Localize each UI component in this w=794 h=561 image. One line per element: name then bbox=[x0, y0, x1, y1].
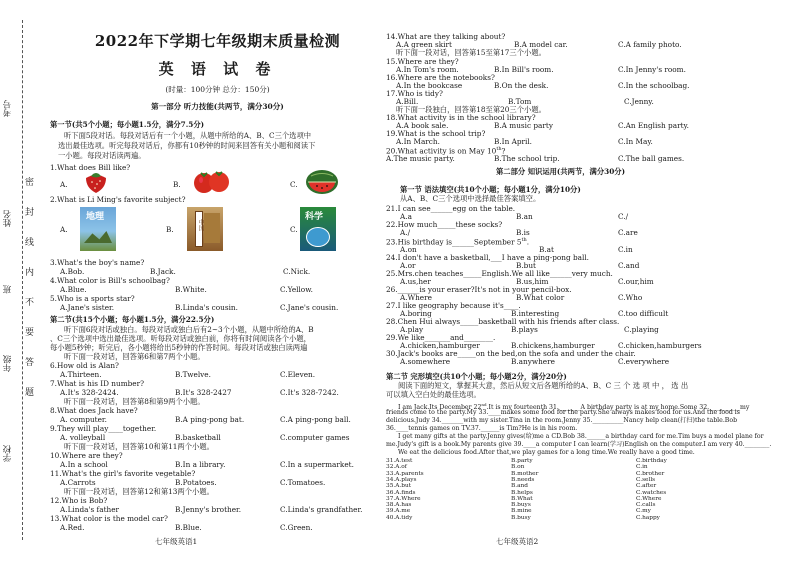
tomato-icon bbox=[192, 168, 230, 194]
option-a: A. bbox=[60, 225, 68, 234]
option-c: C.playing bbox=[624, 325, 659, 334]
cloze-option: 36.A.finds bbox=[386, 489, 416, 496]
seal-char: 封 bbox=[25, 208, 35, 218]
option-b: B.Tom bbox=[508, 97, 532, 106]
cloze-option: C.in bbox=[636, 464, 648, 471]
option-c: C.Yellow. bbox=[280, 285, 313, 294]
question-21: 21.I can see______egg on the table. bbox=[386, 204, 516, 213]
page-footer-left: 七年级英语1 bbox=[155, 537, 198, 546]
question-5: 5.Who is a sports star? bbox=[50, 294, 135, 303]
option-a: A.It's 328-2424. bbox=[60, 388, 119, 397]
instruction-text: 听下面5段对话。每段对话后有一个小题，从题中所给的A、B、C三个选项中 bbox=[64, 131, 312, 140]
question-1: 1.What does Bill like? bbox=[50, 163, 131, 172]
cloze-option: C.Where bbox=[636, 495, 662, 502]
cloze-option: 38.A.has bbox=[386, 502, 412, 509]
book-title: 地理 bbox=[86, 212, 105, 222]
cloze-option: B.and bbox=[511, 483, 529, 490]
science-book-icon bbox=[300, 207, 336, 251]
instruction-text: 阅读下面的短文，掌握其大意，然后从短文后各题所给的A、B、C 三 个 选 项 中 ， 选 出 bbox=[398, 381, 689, 390]
binding-strip bbox=[0, 20, 48, 540]
option-a: A.on bbox=[400, 245, 417, 254]
option-c: C.In Jenny's room. bbox=[618, 65, 686, 74]
grade-label: 年级 bbox=[3, 355, 13, 372]
option-c: C.In a supermarket. bbox=[280, 460, 354, 469]
listening-note: 听下面一段对话，回答第8和第9两个小题。 bbox=[64, 397, 205, 406]
question-18: 18.What activity is in the school library? bbox=[386, 113, 536, 122]
question-15: 15.Where are they? bbox=[386, 57, 459, 66]
cloze-option: B.helps bbox=[511, 489, 533, 496]
option-c: C. bbox=[290, 180, 298, 189]
question-28: 28.Chen Hui always_____basketball with his friends after class. bbox=[386, 317, 620, 326]
question-19: 19.What is the school trip? bbox=[386, 129, 486, 138]
cloze-option: 33.A.parents bbox=[386, 470, 424, 477]
option-a: A.Where bbox=[400, 293, 432, 302]
option-c: C.A family photo. bbox=[618, 40, 682, 49]
cloze-option: 35.A.but bbox=[386, 483, 412, 490]
option-b: B.Blue. bbox=[175, 523, 202, 532]
question-4: 4.What color is Bill's schoolbag? bbox=[50, 276, 170, 285]
listening-note: 听下面一段对话，回答第10和第11两个小题。 bbox=[64, 442, 214, 451]
watermelon-icon bbox=[305, 168, 339, 196]
cloze-passage-line: me.Judy's gift is a book.My parents give 39.____a computer I can learn(学习)English on the computer.I am very 40.________. bbox=[386, 441, 772, 448]
superscript: th bbox=[521, 237, 527, 243]
option-c: C.In the schoolbag. bbox=[618, 81, 690, 90]
option-c: C.Eleven. bbox=[280, 370, 316, 379]
option-c: C.Jane's cousin. bbox=[280, 303, 339, 312]
question-11: 11.What's the girl's favorite vegetable? bbox=[50, 469, 196, 478]
option-a: A.play bbox=[400, 325, 424, 334]
option-b: B.chickens,hamburger bbox=[511, 341, 595, 350]
question-25: 25.Mrs.chen teaches_____English.We all like______very much. bbox=[386, 269, 613, 278]
cloze-option: B.buys bbox=[511, 502, 531, 509]
instruction-text: 一小题。每段对话读两遍。 bbox=[58, 151, 146, 160]
option-c: C.The ball games. bbox=[618, 154, 685, 163]
option-c: C.computer games bbox=[280, 433, 350, 442]
option-a: A.Bob. bbox=[60, 267, 85, 276]
option-a: A.In March. bbox=[396, 137, 440, 146]
option-a: A.Red. bbox=[60, 523, 85, 532]
cloze-option: C.sells bbox=[636, 476, 656, 483]
question-13: 13.What color is the model car? bbox=[50, 514, 168, 523]
option-b: B.Linda's cousin. bbox=[175, 303, 238, 312]
question-9: 9.They will play____together. bbox=[50, 424, 157, 433]
option-a: A.somewhere bbox=[400, 357, 451, 366]
question-8: 8.What does Jack have? bbox=[50, 406, 138, 415]
option-a: A.a bbox=[400, 212, 412, 221]
cloze-option: B.mother bbox=[511, 470, 539, 477]
cloze-option: B.party bbox=[511, 458, 533, 464]
instruction-text: 听下面6段对话或独白。每段对话或独白后有2~3个小题，从题中所给的A、B bbox=[64, 325, 314, 334]
question-24: 24.I don't have a basketball,___I have a ping-pong ball. bbox=[386, 253, 589, 262]
passage-text: I am Jack.Its December 22 bbox=[398, 404, 482, 412]
option-c: C.Nick. bbox=[283, 267, 311, 276]
option-b: B.plays bbox=[511, 325, 538, 334]
option-a: A.Jane's sister. bbox=[60, 303, 115, 312]
option-c: C.Who bbox=[618, 293, 643, 302]
option-b: B.but bbox=[516, 261, 536, 270]
exam-subtitle: 英 语 试 卷 bbox=[158, 60, 277, 78]
cloze-passage-line: friends come to the party.My 33.____makes some food for the party.She always makes food for us.And the food is bbox=[386, 409, 740, 416]
question-29: 29.We like_______and________. bbox=[386, 333, 496, 342]
question-26: 26.______is your eraser?It's not in your pencil-box. bbox=[386, 285, 572, 294]
option-a: A. bbox=[60, 180, 68, 189]
strawberry-icon bbox=[82, 170, 110, 194]
question-16: 16.Where are the notebooks? bbox=[386, 73, 495, 82]
cloze-option: B.on bbox=[511, 464, 525, 471]
option-c: C.too difficult bbox=[618, 309, 669, 318]
cloze-passage-line: We eat the delicious food.After that,we play games for a long time.We really have a good time. bbox=[398, 449, 695, 456]
cloze-option: 40.A.tidy bbox=[386, 514, 413, 521]
part2-title: 第二部分 知识运用(共两节，满分30分) bbox=[496, 167, 626, 176]
option-b: B.Twelve. bbox=[175, 370, 211, 379]
option-b: B.us,him bbox=[516, 277, 549, 286]
question-3: 3.What's the boy's name? bbox=[50, 258, 145, 267]
option-b: B.Jack. bbox=[150, 267, 176, 276]
question-14: 14.What are they talking about? bbox=[386, 32, 506, 41]
question-27: 27.I like geography because it's____. bbox=[386, 301, 521, 310]
option-b: B. bbox=[173, 180, 181, 189]
option-a: A.The music party. bbox=[386, 154, 455, 163]
option-a: A./ bbox=[400, 228, 411, 237]
cloze-option: 39.A.me bbox=[386, 508, 411, 515]
seal-char: 题 bbox=[25, 388, 35, 398]
option-c: C. bbox=[290, 225, 298, 234]
cloze-option: B.What bbox=[511, 495, 533, 502]
cloze-option: 32.A.of bbox=[386, 464, 407, 471]
cloze-passage-line: delicious.Judy 34._______with my sister.Tina in the room.Jenny 35.__________Nancy help clean(打扫)the table.Bob bbox=[386, 417, 738, 424]
option-a: A.Blue. bbox=[60, 285, 87, 294]
section-heading: 第二节(共15个小题；每小题1.5分，满分22.5分) bbox=[50, 315, 215, 324]
option-a: A.In a school bbox=[60, 460, 108, 469]
option-c: C.Jenny. bbox=[624, 97, 654, 106]
option-b: B. bbox=[166, 225, 174, 234]
option-a: A.chicken,hamburger bbox=[400, 341, 480, 350]
cloze-option: 37.A.Where bbox=[386, 495, 421, 502]
instruction-text: 每小题5秒钟；听完后，各小题将给出5秒钟的作答时间。每段对话或独白读两遍 bbox=[50, 343, 308, 352]
option-b: B.is bbox=[516, 228, 530, 237]
option-a: A.In Tom's room. bbox=[396, 65, 459, 74]
listening-note: 听下面一段对话，回答第6和第7两个小题。 bbox=[64, 352, 205, 361]
seal-char: 答 bbox=[25, 358, 35, 368]
option-b: B.The school trip. bbox=[494, 154, 560, 163]
option-b: B.anywhere bbox=[511, 357, 555, 366]
option-a: A.In the bookcase bbox=[396, 81, 463, 90]
exam-title: 2022年下学期七年级期末质量检测 bbox=[94, 32, 341, 50]
question-22: 22.How much_____these socks? bbox=[386, 220, 503, 229]
option-b: B.an bbox=[516, 212, 533, 221]
option-b: B.A ping-pong bat. bbox=[175, 415, 245, 424]
exam-no-label: 考号 bbox=[3, 100, 13, 117]
option-b: B.It's 328-2427 bbox=[175, 388, 232, 397]
option-b: B.In April. bbox=[494, 137, 532, 146]
seal-char: 不 bbox=[25, 298, 35, 308]
option-a: A. computer. bbox=[60, 415, 107, 424]
option-c: C.A ping-pong ball. bbox=[280, 415, 351, 424]
cloze-option: C.after bbox=[636, 483, 657, 490]
option-a: A.A book sale. bbox=[396, 121, 449, 130]
instruction-text: 、C三个选项中选出最佳选项。听每段对话或独白前，你将有时间阅读各个小题， bbox=[50, 334, 311, 343]
cloze-option: 31.A.test bbox=[386, 458, 413, 464]
option-c: C.It's 328-7242. bbox=[280, 388, 339, 397]
cloze-passage-line: 36.____tennis games on TV.37.______is Tim?He is in his room. bbox=[386, 425, 578, 432]
option-b: B.basketball bbox=[175, 433, 221, 442]
instruction-text: 可以填入空白处的最佳选项。 bbox=[386, 390, 481, 399]
question-6: 6.How old is Alan? bbox=[50, 361, 119, 370]
option-c: C.Green. bbox=[280, 523, 313, 532]
question-end: ? bbox=[501, 146, 506, 156]
option-b: B.What color bbox=[516, 293, 565, 302]
option-c: C./ bbox=[618, 212, 629, 221]
option-c: C.Tomatoes. bbox=[280, 478, 326, 487]
option-b: B.White. bbox=[175, 285, 207, 294]
passage-text: .It is my fourteenth 31._______A birthday party is at my home.Some 32.__________my bbox=[486, 404, 750, 412]
superscript: th bbox=[496, 146, 502, 152]
cloze-option: C.happy bbox=[636, 514, 660, 521]
option-a: A.us,her bbox=[400, 277, 431, 286]
option-c: C.An English party. bbox=[618, 121, 689, 130]
question-2: 2.What is Li Ming's favorite subject? bbox=[50, 195, 186, 204]
option-a: A.or bbox=[400, 261, 416, 270]
listening-note: 听下面一段对话，回答第15至第17三个小题。 bbox=[396, 48, 546, 57]
book-title: 科学 bbox=[305, 212, 324, 222]
option-b: B.A music party bbox=[494, 121, 553, 130]
history-book-icon bbox=[187, 207, 223, 251]
school-label: 学校 bbox=[3, 445, 13, 462]
option-a: A.Carrots bbox=[60, 478, 96, 487]
exam-meta: (时量：100分钟 总分：150分) bbox=[165, 85, 270, 94]
question-text: 23.His birthday is______September 5 bbox=[386, 237, 522, 247]
option-b: B.On the desk. bbox=[494, 81, 549, 90]
cloze-option: B.mine bbox=[511, 508, 532, 515]
option-c: C.our,him bbox=[618, 277, 654, 286]
cloze-option: 34.A.plays bbox=[386, 476, 417, 483]
part1-title: 第一部分 听力技能(共两节，满分30分) bbox=[151, 102, 284, 111]
class-label: 班 bbox=[3, 285, 13, 294]
option-c: C.In May. bbox=[618, 137, 653, 146]
book-title: 中国 bbox=[197, 219, 204, 231]
cloze-option: B.busy bbox=[511, 514, 531, 521]
option-a: A.Bill. bbox=[396, 97, 419, 106]
question-10: 10.Where are they? bbox=[50, 451, 123, 460]
instruction-text: 选出最佳选项。听完每段对话后，你都有10秒钟的时间来回答有关小题和阅读下 bbox=[58, 141, 316, 150]
cloze-option: C.brother bbox=[636, 470, 665, 477]
option-b: B.Potatoes. bbox=[175, 478, 217, 487]
option-a: A.Linda's father bbox=[60, 505, 120, 514]
superscript: nd bbox=[481, 402, 487, 407]
listening-note: 听下面一段对话，回答第12和第13两个小题。 bbox=[64, 487, 214, 496]
seal-char: 线 bbox=[25, 238, 35, 248]
option-b: B.interesting bbox=[511, 309, 560, 318]
cloze-option: C.calls bbox=[636, 502, 656, 509]
option-a: A.A green skirt bbox=[396, 40, 452, 49]
option-a: A.boring bbox=[400, 309, 432, 318]
option-c: C.in bbox=[618, 245, 633, 254]
instruction-text: 从A、B、C三个选项中选择最佳答案填空。 bbox=[400, 194, 541, 203]
listening-note: 听下面一段独白，回答第18至第20三个小题。 bbox=[396, 105, 546, 114]
option-c: C.chicken,hamburgers bbox=[618, 341, 702, 350]
option-b: B.at bbox=[539, 245, 554, 254]
page-footer-right: 七年级英语2 bbox=[496, 537, 539, 546]
question-7: 7.What is his ID number? bbox=[50, 379, 145, 388]
question-17: 17.Who is tidy? bbox=[386, 89, 443, 98]
name-label: 姓名 bbox=[3, 210, 13, 227]
option-b: B.In Bill's room. bbox=[494, 65, 554, 74]
seal-char: 密 bbox=[25, 178, 35, 188]
option-a: A.Thirteen. bbox=[60, 370, 102, 379]
option-b: B.In a library. bbox=[175, 460, 226, 469]
option-c: C.are bbox=[618, 228, 638, 237]
option-b: B.A model car. bbox=[514, 40, 568, 49]
option-c: C.and bbox=[618, 261, 640, 270]
option-c: C.Linda's grandfather. bbox=[280, 505, 363, 514]
option-a: A. volleyball bbox=[60, 433, 106, 442]
option-c: C.everywhere bbox=[618, 357, 670, 366]
cloze-option: C.birthday bbox=[636, 458, 667, 464]
seal-char: 内 bbox=[25, 268, 35, 278]
cloze-option: B.needs bbox=[511, 476, 535, 483]
section-heading: 第二节 完形填空(共10个小题；每小题2分，满分20分) bbox=[386, 372, 567, 381]
question-text: 20.What activity is on May 10 bbox=[386, 146, 497, 156]
cloze-option: C.my bbox=[636, 508, 651, 515]
cloze-option: C.watches bbox=[636, 489, 667, 496]
binding-dashed-line bbox=[22, 20, 23, 540]
geography-book-icon bbox=[80, 207, 116, 251]
seal-char: 要 bbox=[25, 328, 35, 338]
section-heading: 第一节 语法填空(共10个小题；每小题1分，满分10分) bbox=[400, 185, 581, 194]
cloze-passage-line: I get many gifts at the party.Jenny gives(给)me a CD.Bob 38.______a birthday card for me.Tim buys a model plane for bbox=[398, 433, 764, 440]
question-12: 12.Who is Bob? bbox=[50, 496, 108, 505]
question-end: . bbox=[526, 237, 530, 247]
section-heading: 第一节(共5个小题；每小题1.5分，满分7.5分) bbox=[50, 120, 205, 129]
question-30: 30.Jack's books are_____on the bed,on the sofa and under the chair. bbox=[386, 349, 636, 358]
option-b: B.Jenny's brother. bbox=[175, 505, 242, 514]
